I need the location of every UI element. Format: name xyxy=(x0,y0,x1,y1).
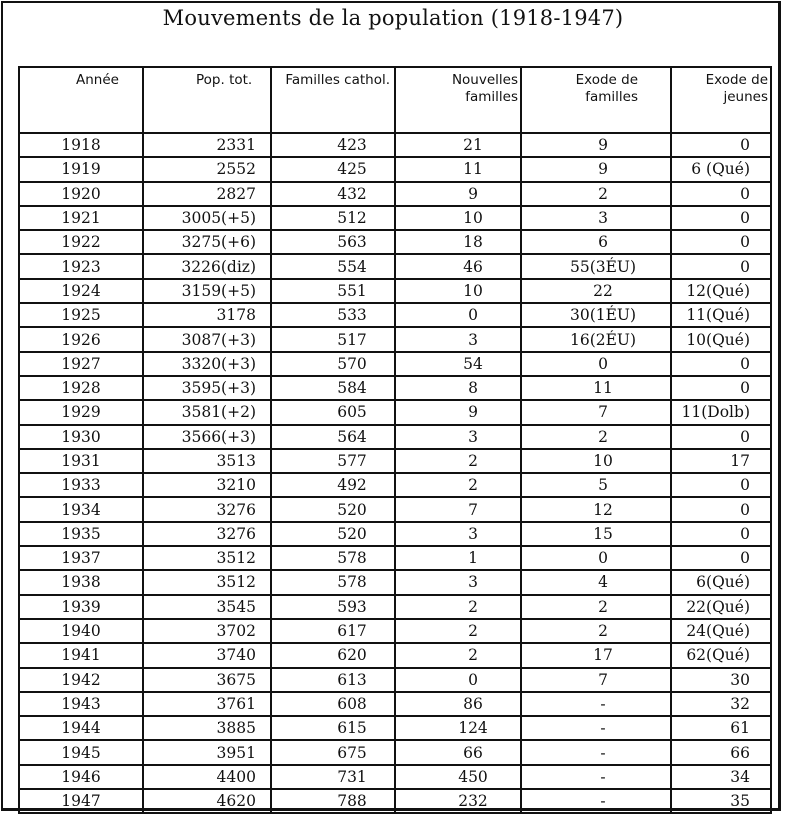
cell-nouvelles-familles: 9 xyxy=(395,400,521,424)
cell-nouvelles-familles: 9 xyxy=(395,182,521,206)
cell-exode-familles: 9 xyxy=(521,157,671,181)
cell-nouvelles-familles: 8 xyxy=(395,376,521,400)
cell-exode-jeunes: 0 xyxy=(671,425,771,449)
cell-familles-cathol: 578 xyxy=(271,570,395,594)
cell-exode-familles: 17 xyxy=(521,643,671,667)
cell-exode-jeunes: 0 xyxy=(671,522,771,546)
header-nouvelles-familles: Nouvelles familles xyxy=(395,67,521,133)
cell-pop-tot: 3087(+3) xyxy=(143,327,271,351)
cell-pop-tot: 3595(+3) xyxy=(143,376,271,400)
cell-familles-cathol: 608 xyxy=(271,692,395,716)
cell-nouvelles-familles: 18 xyxy=(395,230,521,254)
cell-nouvelles-familles: 2 xyxy=(395,449,521,473)
cell-pop-tot: 2827 xyxy=(143,182,271,206)
cell-nouvelles-familles: 2 xyxy=(395,619,521,643)
header-annee: Année xyxy=(19,67,143,133)
table-row xyxy=(19,473,771,497)
cell-exode-familles: 4 xyxy=(521,570,671,594)
cell-nouvelles-familles: 124 xyxy=(395,716,521,740)
cell-exode-jeunes: 32 xyxy=(671,692,771,716)
cell-pop-tot: 3226(diz) xyxy=(143,254,271,278)
cell-exode-jeunes: 0 xyxy=(671,206,771,230)
cell-pop-tot: 2552 xyxy=(143,157,271,181)
cell-pop-tot: 3178 xyxy=(143,303,271,327)
cell-exode-familles: 10 xyxy=(521,449,671,473)
cell-exode-jeunes: 0 xyxy=(671,352,771,376)
cell-exode-familles: 9 xyxy=(521,133,671,157)
table-row xyxy=(19,279,771,303)
cell-exode-jeunes: 6 (Qué) xyxy=(671,157,771,181)
page-title: Mouvements de la population (1918-1947) xyxy=(162,6,624,30)
header-pop-tot: Pop. tot. xyxy=(143,67,271,133)
cell-exode-jeunes: 35 xyxy=(671,789,771,813)
cell-nouvelles-familles: 1 xyxy=(395,546,521,570)
table-row xyxy=(19,157,771,181)
cell-annee: 1931 xyxy=(19,449,143,473)
cell-exode-jeunes: 0 xyxy=(671,133,771,157)
cell-annee: 1926 xyxy=(19,327,143,351)
cell-annee: 1938 xyxy=(19,570,143,594)
cell-pop-tot: 3702 xyxy=(143,619,271,643)
cell-pop-tot: 4400 xyxy=(143,765,271,789)
table-row xyxy=(19,668,771,692)
cell-exode-familles: - xyxy=(521,692,671,716)
cell-nouvelles-familles: 0 xyxy=(395,668,521,692)
cell-exode-familles: 16(2ÉU) xyxy=(521,327,671,351)
table-row xyxy=(19,352,771,376)
table-row xyxy=(19,740,771,764)
cell-familles-cathol: 423 xyxy=(271,133,395,157)
cell-pop-tot: 3159(+5) xyxy=(143,279,271,303)
cell-exode-familles: 15 xyxy=(521,522,671,546)
cell-annee: 1942 xyxy=(19,668,143,692)
table-row xyxy=(19,789,771,813)
cell-familles-cathol: 425 xyxy=(271,157,395,181)
cell-familles-cathol: 563 xyxy=(271,230,395,254)
cell-annee: 1928 xyxy=(19,376,143,400)
cell-pop-tot: 3512 xyxy=(143,570,271,594)
cell-exode-jeunes: 0 xyxy=(671,230,771,254)
cell-annee: 1918 xyxy=(19,133,143,157)
cell-exode-familles: 7 xyxy=(521,668,671,692)
cell-pop-tot: 3581(+2) xyxy=(143,400,271,424)
table-body xyxy=(19,133,771,813)
cell-exode-familles: 2 xyxy=(521,619,671,643)
cell-annee: 1947 xyxy=(19,789,143,813)
table-row xyxy=(19,449,771,473)
cell-exode-familles: 3 xyxy=(521,206,671,230)
table-row xyxy=(19,546,771,570)
cell-exode-familles: 22 xyxy=(521,279,671,303)
cell-familles-cathol: 432 xyxy=(271,182,395,206)
cell-annee: 1929 xyxy=(19,400,143,424)
cell-pop-tot: 3005(+5) xyxy=(143,206,271,230)
cell-pop-tot: 3276 xyxy=(143,522,271,546)
cell-annee: 1924 xyxy=(19,279,143,303)
cell-exode-familles: 12 xyxy=(521,497,671,521)
table-row xyxy=(19,133,771,157)
cell-pop-tot: 3566(+3) xyxy=(143,425,271,449)
table-row xyxy=(19,182,771,206)
table-row xyxy=(19,643,771,667)
cell-pop-tot: 3210 xyxy=(143,473,271,497)
cell-annee: 1935 xyxy=(19,522,143,546)
cell-nouvelles-familles: 3 xyxy=(395,522,521,546)
cell-annee: 1946 xyxy=(19,765,143,789)
cell-exode-familles: 55(3ÉU) xyxy=(521,254,671,278)
cell-exode-familles: 5 xyxy=(521,473,671,497)
cell-annee: 1920 xyxy=(19,182,143,206)
cell-exode-jeunes: 0 xyxy=(671,546,771,570)
cell-annee: 1930 xyxy=(19,425,143,449)
table-row xyxy=(19,376,771,400)
cell-pop-tot: 3513 xyxy=(143,449,271,473)
cell-exode-jeunes: 22(Qué) xyxy=(671,595,771,619)
cell-familles-cathol: 570 xyxy=(271,352,395,376)
table-row xyxy=(19,716,771,740)
cell-exode-familles: 2 xyxy=(521,595,671,619)
cell-familles-cathol: 577 xyxy=(271,449,395,473)
cell-exode-jeunes: 10(Qué) xyxy=(671,327,771,351)
cell-annee: 1934 xyxy=(19,497,143,521)
cell-exode-jeunes: 0 xyxy=(671,497,771,521)
cell-exode-familles: - xyxy=(521,716,671,740)
cell-pop-tot: 3512 xyxy=(143,546,271,570)
table-row xyxy=(19,206,771,230)
cell-exode-familles: 2 xyxy=(521,182,671,206)
cell-pop-tot: 3885 xyxy=(143,716,271,740)
cell-familles-cathol: 584 xyxy=(271,376,395,400)
cell-annee: 1919 xyxy=(19,157,143,181)
cell-pop-tot: 4620 xyxy=(143,789,271,813)
cell-exode-jeunes: 11(Dolb) xyxy=(671,400,771,424)
cell-familles-cathol: 615 xyxy=(271,716,395,740)
cell-pop-tot: 3675 xyxy=(143,668,271,692)
cell-familles-cathol: 613 xyxy=(271,668,395,692)
table-row xyxy=(19,303,771,327)
cell-pop-tot: 3761 xyxy=(143,692,271,716)
cell-familles-cathol: 520 xyxy=(271,497,395,521)
cell-exode-familles: 2 xyxy=(521,425,671,449)
cell-exode-jeunes: 6(Qué) xyxy=(671,570,771,594)
cell-nouvelles-familles: 11 xyxy=(395,157,521,181)
table-row xyxy=(19,619,771,643)
header-familles-cathol: Familles cathol. xyxy=(271,67,395,133)
cell-familles-cathol: 620 xyxy=(271,643,395,667)
cell-annee: 1923 xyxy=(19,254,143,278)
cell-familles-cathol: 512 xyxy=(271,206,395,230)
cell-nouvelles-familles: 0 xyxy=(395,303,521,327)
cell-annee: 1941 xyxy=(19,643,143,667)
cell-exode-jeunes: 17 xyxy=(671,449,771,473)
cell-nouvelles-familles: 3 xyxy=(395,570,521,594)
cell-exode-familles: 6 xyxy=(521,230,671,254)
header-exode-familles: Exode de familles xyxy=(521,67,671,133)
cell-exode-familles: 30(1ÉU) xyxy=(521,303,671,327)
table-row xyxy=(19,327,771,351)
cell-nouvelles-familles: 450 xyxy=(395,765,521,789)
cell-familles-cathol: 520 xyxy=(271,522,395,546)
cell-nouvelles-familles: 3 xyxy=(395,425,521,449)
table-row xyxy=(19,692,771,716)
table-row xyxy=(19,230,771,254)
cell-nouvelles-familles: 2 xyxy=(395,473,521,497)
cell-annee: 1933 xyxy=(19,473,143,497)
cell-pop-tot: 3951 xyxy=(143,740,271,764)
cell-nouvelles-familles: 2 xyxy=(395,643,521,667)
header-exode-jeunes: Exode de jeunes xyxy=(671,67,771,133)
cell-nouvelles-familles: 86 xyxy=(395,692,521,716)
cell-annee: 1945 xyxy=(19,740,143,764)
cell-pop-tot: 3545 xyxy=(143,595,271,619)
cell-exode-jeunes: 12(Qué) xyxy=(671,279,771,303)
cell-pop-tot: 2331 xyxy=(143,133,271,157)
table-row xyxy=(19,425,771,449)
table-row xyxy=(19,570,771,594)
cell-nouvelles-familles: 66 xyxy=(395,740,521,764)
cell-exode-familles: - xyxy=(521,765,671,789)
cell-exode-jeunes: 61 xyxy=(671,716,771,740)
cell-annee: 1943 xyxy=(19,692,143,716)
cell-exode-jeunes: 30 xyxy=(671,668,771,692)
cell-annee: 1940 xyxy=(19,619,143,643)
table-row xyxy=(19,765,771,789)
cell-familles-cathol: 605 xyxy=(271,400,395,424)
table-row xyxy=(19,400,771,424)
cell-exode-jeunes: 62(Qué) xyxy=(671,643,771,667)
cell-annee: 1937 xyxy=(19,546,143,570)
cell-exode-familles: - xyxy=(521,789,671,813)
cell-familles-cathol: 675 xyxy=(271,740,395,764)
cell-nouvelles-familles: 54 xyxy=(395,352,521,376)
cell-exode-familles: 0 xyxy=(521,352,671,376)
cell-nouvelles-familles: 21 xyxy=(395,133,521,157)
cell-nouvelles-familles: 7 xyxy=(395,497,521,521)
cell-nouvelles-familles: 10 xyxy=(395,279,521,303)
cell-nouvelles-familles: 232 xyxy=(395,789,521,813)
cell-familles-cathol: 593 xyxy=(271,595,395,619)
cell-exode-jeunes: 24(Qué) xyxy=(671,619,771,643)
cell-exode-jeunes: 0 xyxy=(671,254,771,278)
table-header-row xyxy=(19,67,771,133)
cell-familles-cathol: 492 xyxy=(271,473,395,497)
table-row xyxy=(19,522,771,546)
cell-exode-familles: 7 xyxy=(521,400,671,424)
cell-annee: 1922 xyxy=(19,230,143,254)
cell-annee: 1921 xyxy=(19,206,143,230)
cell-exode-jeunes: 0 xyxy=(671,182,771,206)
table-row xyxy=(19,595,771,619)
cell-nouvelles-familles: 2 xyxy=(395,595,521,619)
cell-exode-familles: - xyxy=(521,740,671,764)
cell-annee: 1927 xyxy=(19,352,143,376)
cell-familles-cathol: 564 xyxy=(271,425,395,449)
cell-familles-cathol: 517 xyxy=(271,327,395,351)
cell-nouvelles-familles: 46 xyxy=(395,254,521,278)
cell-exode-familles: 0 xyxy=(521,546,671,570)
cell-exode-familles: 11 xyxy=(521,376,671,400)
cell-pop-tot: 3320(+3) xyxy=(143,352,271,376)
cell-nouvelles-familles: 3 xyxy=(395,327,521,351)
cell-annee: 1944 xyxy=(19,716,143,740)
cell-annee: 1939 xyxy=(19,595,143,619)
cell-familles-cathol: 617 xyxy=(271,619,395,643)
cell-familles-cathol: 551 xyxy=(271,279,395,303)
cell-exode-jeunes: 0 xyxy=(671,473,771,497)
cell-pop-tot: 3740 xyxy=(143,643,271,667)
cell-exode-jeunes: 66 xyxy=(671,740,771,764)
population-table xyxy=(18,66,772,814)
cell-nouvelles-familles: 10 xyxy=(395,206,521,230)
cell-familles-cathol: 533 xyxy=(271,303,395,327)
cell-annee: 1925 xyxy=(19,303,143,327)
cell-familles-cathol: 554 xyxy=(271,254,395,278)
cell-pop-tot: 3276 xyxy=(143,497,271,521)
cell-exode-jeunes: 11(Qué) xyxy=(671,303,771,327)
cell-familles-cathol: 731 xyxy=(271,765,395,789)
cell-pop-tot: 3275(+6) xyxy=(143,230,271,254)
cell-familles-cathol: 578 xyxy=(271,546,395,570)
cell-exode-jeunes: 34 xyxy=(671,765,771,789)
cell-exode-jeunes: 0 xyxy=(671,376,771,400)
table-row xyxy=(19,497,771,521)
cell-familles-cathol: 788 xyxy=(271,789,395,813)
table-row xyxy=(19,254,771,278)
